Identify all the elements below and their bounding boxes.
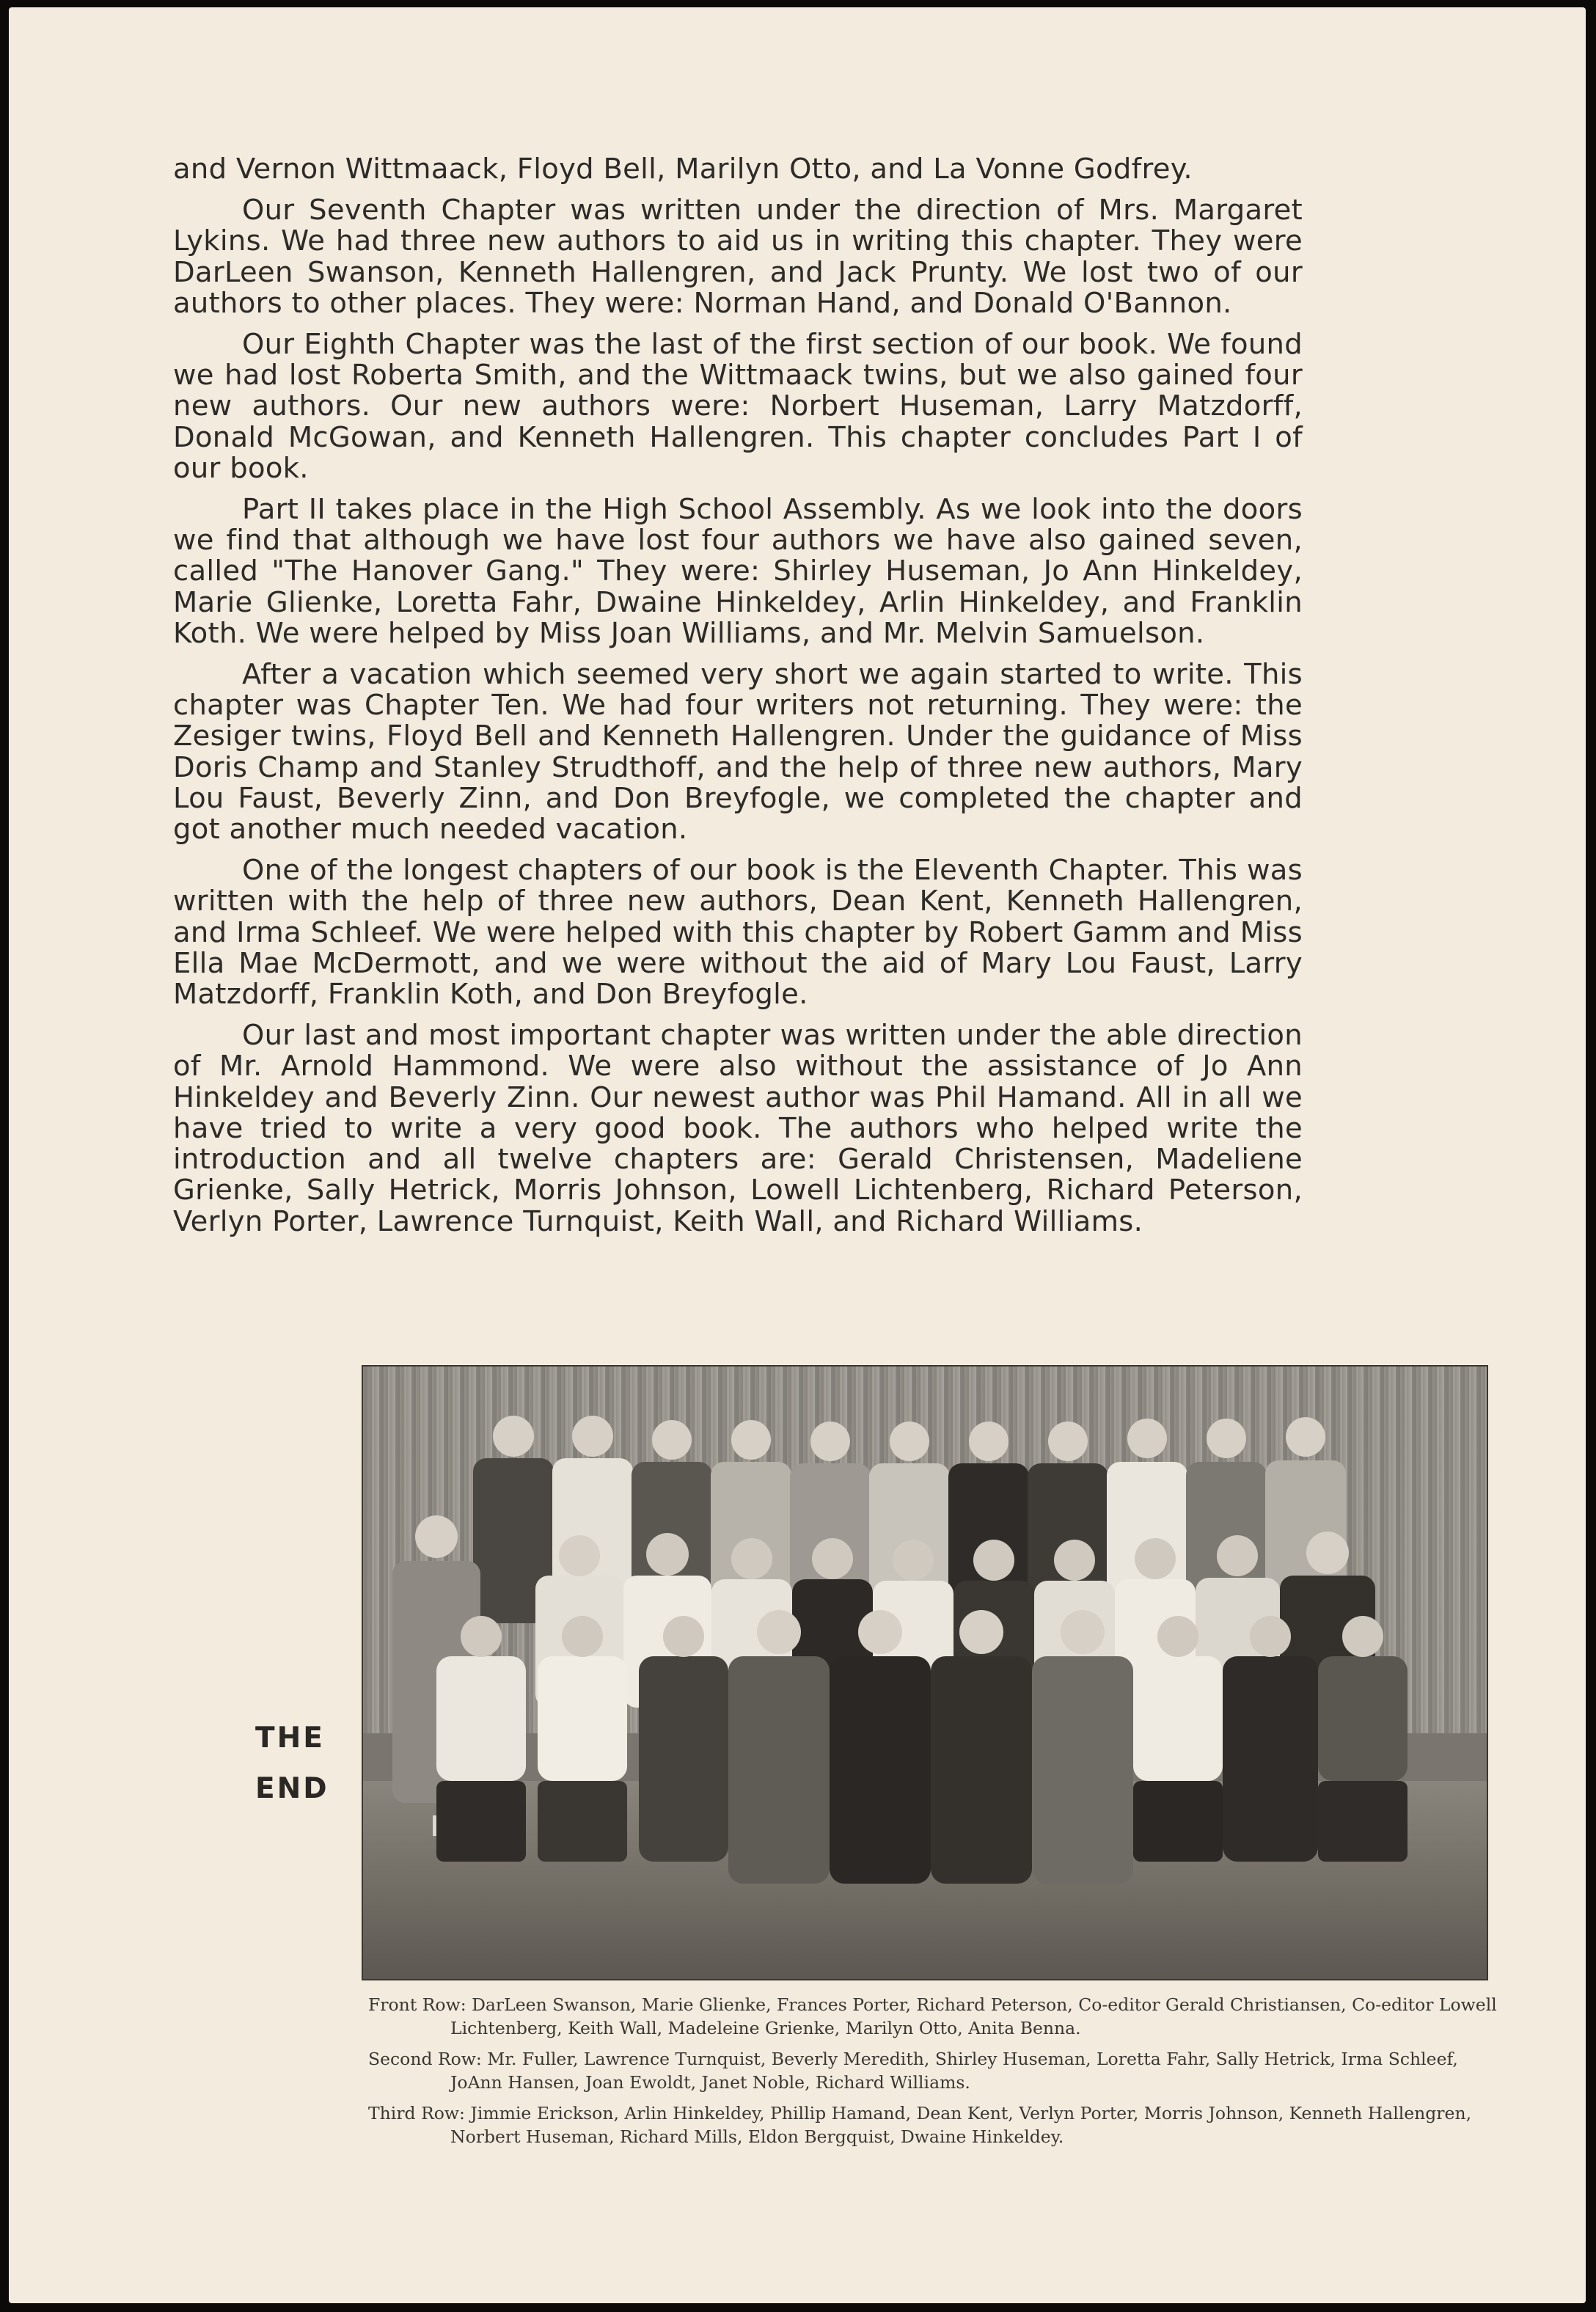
paragraph-7: Our last and most important chapter was written under the able direction of Mr. Arnold Hammond. We were also without the assistance of Jo Ann Hinkeldey and Beverly Zinn. Our newest author was Phil Hamand. All in all we have tried to write a very good book. The authors who helped write the introduction and all twelve chapters are: Gerald Christensen, Madeliene Grienke, Sally Hetrick, Morris Johnson, Lowell Lichtenberg, Richard Peterson, Verlyn Porter, Lawrence Turnquist, Keith Wall, and Richard Williams.	[173, 1019, 1303, 1238]
the-end-heading	[255, 1713, 358, 1814]
photo-caption	[368, 1993, 1498, 2156]
yearbook-page	[9, 7, 1586, 2303]
caption-second-row: Second Row: Mr. Fuller, Lawrence Turnquist, Beverly Meredith, Shirley Huseman, Loretta Fahr, Sally Hetrick, Irma Schleef, JoAnn Hansen, Joan Ewoldt, Janet Noble, Richard Williams.	[368, 2049, 1458, 2093]
caption-front-row: Front Row: DarLeen Swanson, Marie Glienke, Frances Porter, Richard Peterson, Co-editor Gerald Christiansen, Co-editor Lowell Lichtenberg, Keith Wall, Madeleine Grienke, Marilyn Otto, Anita Benna.	[368, 1994, 1497, 2038]
the-end-line-2: END	[255, 1772, 329, 1805]
paragraph-1: and Vernon Wittmaack, Floyd Bell, Marilyn Otto, and La Vonne Godfrey.	[173, 153, 1193, 186]
the-end-line-1: THE	[255, 1722, 325, 1755]
paragraph-2: Our Seventh Chapter was written under the direction of Mrs. Margaret Lykins. We had three new authors to aid us in writing this chapter. They were DarLeen Swanson, Kenneth Hallengren, and Jack Prunty. We lost two of our authors to other places. They were: Norman Hand, and Donald O'Bannon.	[173, 194, 1303, 320]
group-photo	[363, 1367, 1487, 1979]
paragraph-6: One of the longest chapters of our book is the Eleventh Chapter. This was written with the help of three new authors, Dean Kent, Kenneth Hallengren, and Irma Schleef. We were helped with this chapter by Robert Gamm and Miss Ella Mae McDermott, and we were without the aid of Mary Lou Faust, Larry Matzdorff, Franklin Koth, and Don Breyfogle.	[173, 854, 1303, 1012]
paragraph-4: Part II takes place in the High School Assembly. As we look into the doors we find that although we have lost four authors we have also gained seven, called "The Hanover Gang." They were: Shirley Huseman, Jo Ann Hinkeldey, Marie Glienke, Loretta Fahr, Dwaine Hinkeldey, Arlin Hinkeldey, and Franklin Koth. We were helped by Miss Joan Williams, and Mr. Melvin Samuelson.	[173, 493, 1303, 650]
body-text	[173, 154, 1303, 1248]
caption-third-row: Third Row: Jimmie Erickson, Arlin Hinkeldey, Phillip Hamand, Dean Kent, Verlyn Porter, Morris Johnson, Kenneth Hallengren, Norbert Huseman, Richard Mills, Eldon Bergquist, Dwaine Hinkeldey.	[368, 2103, 1472, 2147]
paragraph-3: Our Eighth Chapter was the last of the first section of our book. We found we had lost Roberta Smith, and the Wittmaack twins, but we also gained four new authors. Our new authors were: Norbert Huseman, Larry Matzdorff, Donald McGowan, and Kenneth Hallengren. This chapter concludes Part I of our book.	[173, 328, 1303, 485]
paragraph-5: After a vacation which seemed very short we again started to write. This chapter was Chapter Ten. We had four writers not returning. They were: the Zesiger twins, Floyd Bell and Kenneth Hallengren. Under the guidance of Miss Doris Champ and Stanley Strudthoff, and the help of three new authors, Mary Lou Faust, Beverly Zinn, and Don Breyfogle, we completed the chapter and got another much needed vacation.	[173, 658, 1303, 846]
